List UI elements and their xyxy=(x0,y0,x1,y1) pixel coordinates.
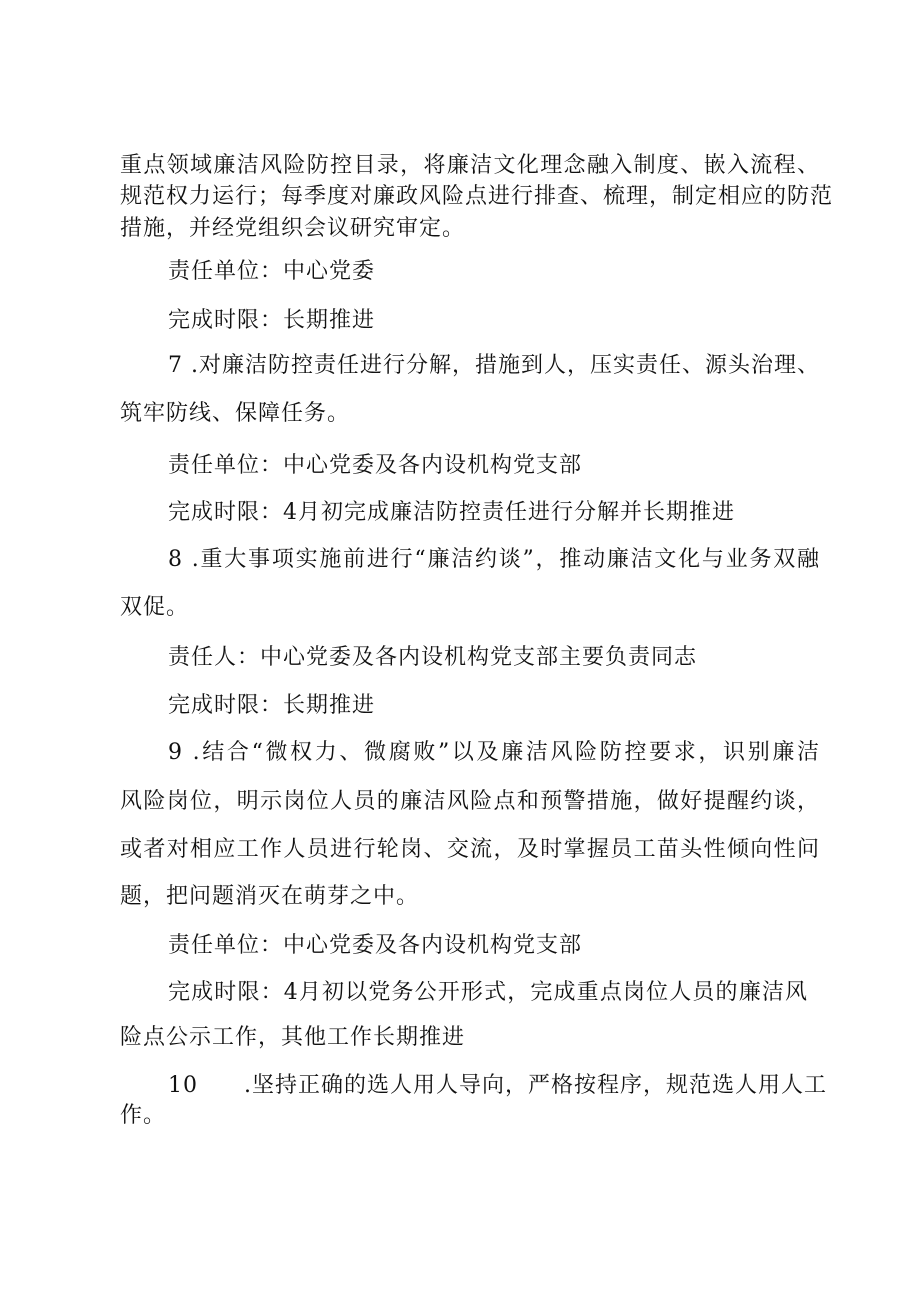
responsible-person: 责任人：中心党委及各内设机构党支部主要负责同志 xyxy=(168,645,698,670)
item-9-line: 或者对相应工作人员进行轮岗、交流，及时掌握员工苗头性倾向性问 xyxy=(120,837,820,862)
item-10-line: 作。 xyxy=(120,1103,167,1128)
deadline-line: 险点公示工作，其他工作长期推进 xyxy=(120,1025,466,1050)
item-8-line: 8 .重大事项实施前进行“廉洁约谈”，推动廉洁文化与业务双融 xyxy=(168,547,820,572)
responsible-unit: 责任单位：中心党委 xyxy=(168,259,376,284)
item-9-line: 题，把问题消灭在萌芽之中。 xyxy=(120,884,420,909)
item-7-line: 筑牢防线、保障任务。 xyxy=(120,401,351,426)
deadline: 完成时限：长期推进 xyxy=(168,693,376,718)
paragraph-line: 规范权力运行；每季度对廉政风险点进行排查、梳理，制定相应的防范 xyxy=(120,184,834,209)
responsible-unit: 责任单位：中心党委及各内设机构党支部 xyxy=(168,933,583,958)
item-8-line: 双促。 xyxy=(120,595,190,620)
item-10-line: 10 .坚持正确的选人用人导向，严格按程序，规范选人用人工 xyxy=(168,1073,827,1098)
deadline: 完成时限：4月初完成廉洁防控责任进行分解并长期推进 xyxy=(168,500,735,525)
deadline: 完成时限：长期推进 xyxy=(168,308,376,333)
paragraph-line: 措施，并经党组织会议研究审定。 xyxy=(120,216,466,241)
item-9-line: 风险岗位，明示岗位人员的廉洁风险点和预警措施，做好提醒约谈， xyxy=(120,789,820,814)
deadline-line: 完成时限：4月初以党务公开形式，完成重点岗位人员的廉洁风 xyxy=(168,980,808,1005)
paragraph-line: 重点领域廉洁风险防控目录，将廉洁文化理念融入制度、嵌入流程、 xyxy=(120,153,820,178)
responsible-unit: 责任单位：中心党委及各内设机构党支部 xyxy=(168,453,583,478)
item-9-line: 9 .结合“微权力、微腐败”以及廉洁风险防控要求，识别廉洁 xyxy=(168,740,820,765)
item-7-line: 7 .对廉洁防控责任进行分解，措施到人，压实责任、源头治理、 xyxy=(168,353,820,378)
